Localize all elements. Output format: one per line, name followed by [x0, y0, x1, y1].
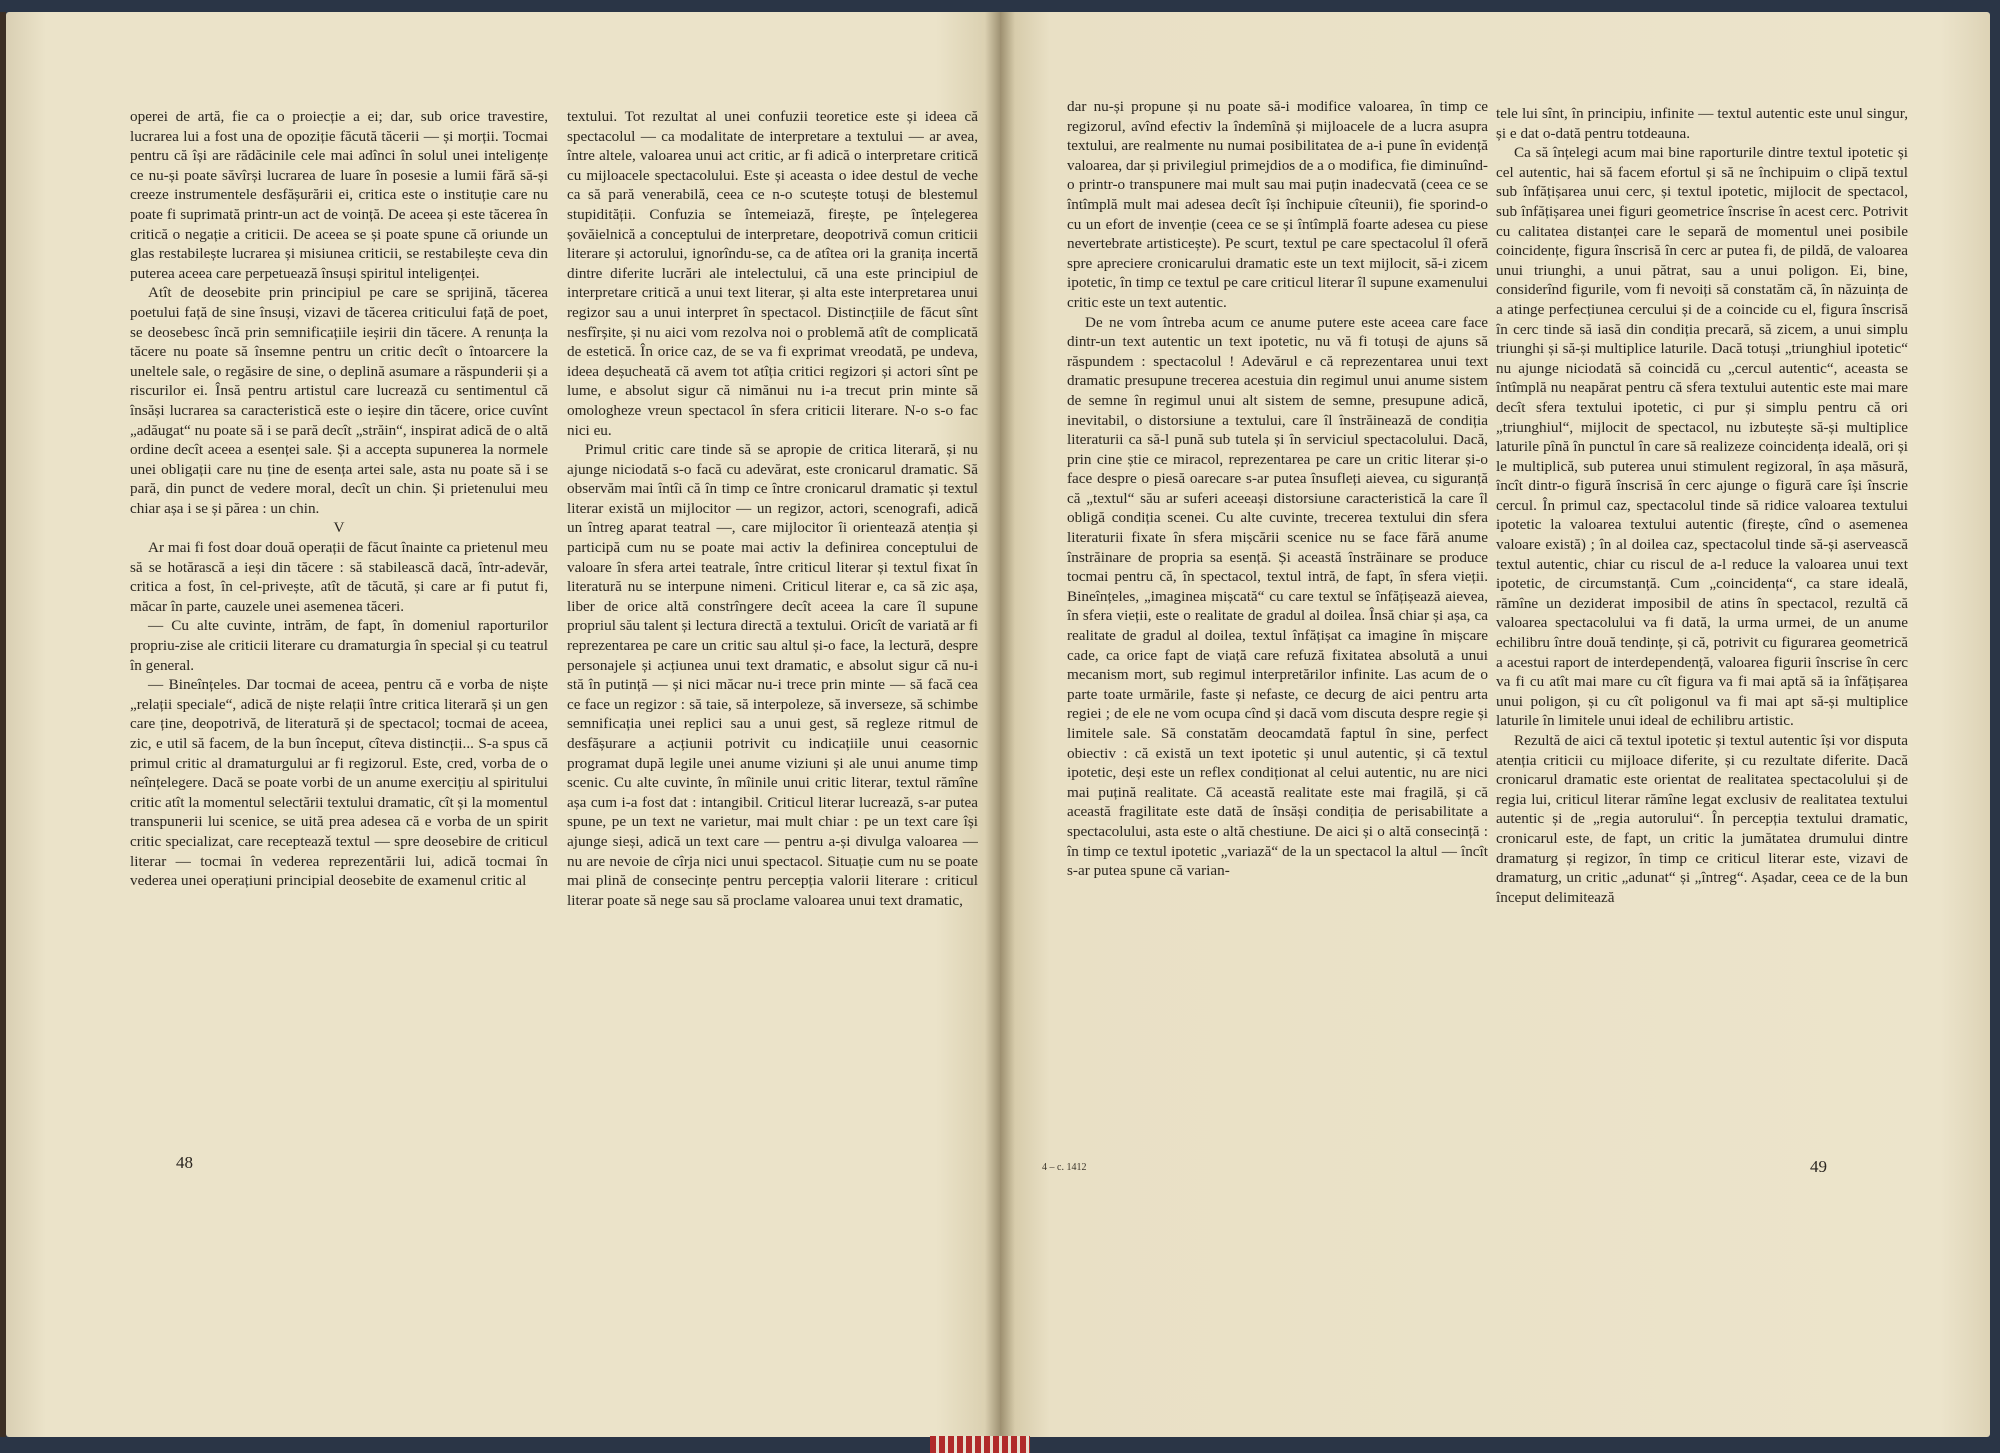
paragraph: Primul critic care tinde să se apropie de critica literară, și nu ajunge niciodată s-o facă cu adevărat, este cronicarul dramatic. Să observăm mai întîi că în timp ce între cronicarul dramatic și textul literar există un mijlocitor — un regizor, actori, scenografi, adică un întreg aparat teatral —, care mijlocitor îi orientează atenția și participă cum nu se poate mai activ la definirea conceptului de valoare în sfera artei teatrale, între criticul literar și textul fixat în literatură nu se interpune nimeni. Criticul literar e, ca să zic așa, liber de orice altă constrîngere decît aceea la care îl supune propriul său talent și lectura directă a textului. Oricît de variată ar fi reprezentarea pe care un critic sau altul și-o face, la lectură, despre personajele și acțiunea unui text dramatic, e absolut sigur că nu-i stă în putință — și nici măcar nu-i trece prin minte — să facă cea ce face un regizor : să taie, să interpoleze, să inverseze, să schimbe semnificația unei replici sau a unui gest, să regleze ritmul de desfășurare a acțiunii potrivit cu indicațiile unui ceasornic programat după legile unei anume viziuni și ale unui anume timp scenic. Cu alte cuvinte, în mîinile unui critic literar, textul rămîne așa cum i-a fost dat : intangibil. Criticul literar lucrează, s-ar putea spune, pe un text ne varietur, mai mult chiar : pe un text care își ajunge sieși, adică un text care — pentru a-și divulga valoarea — nu are nevoie de cîrja nici unui spectacol. Situație cum nu se poate mai plină de consecințe pentru percepția valorii literare : criticul literar poate să nege sau să proclame valoarea unui text dramatic,: [567, 441, 978, 909]
left-column-1: [130, 107, 548, 1127]
right-column-2: [1496, 104, 1908, 1124]
paragraph: — Cu alte cuvinte, intrăm, de fapt, în domeniul raporturilor propriu-zise ale criticii literare cu dramaturgia în special și cu teatrul în general.: [130, 617, 548, 674]
paragraph: — Bineînțeles. Dar tocmai de aceea, pentru că e vorba de niște „relații speciale“, adică de niște relații între critica literară și un gen care ține, deopotrivă, de literatură și de spectacol; tocmai de aceea, zic, e util să facem, de la bun început, cîteva distincții... S-a spus că primul critic al dramaturgului ar fi regizorul. Este, cred, vorba de o neînțelegere. Dacă se poate vorbi de un anume exercițiu al spiritului critic atît la momentul selectării textului dramatic, cît și la momentul transpunerii lui scenice, se uită prea adesea că e vorba de un spirit critic specializat, care recepteazǎ textul — spre deosebire de criticul literar — tocmai în vederea reprezentării lui, adică tocmai în vederea unei operațiuni principial deosebite de examenul critic al: [130, 676, 548, 890]
book-gutter: [985, 12, 1015, 1437]
page-number: 49: [1810, 1157, 1827, 1176]
left-column-2: [567, 107, 978, 1127]
printer-signature: 4 – c. 1412: [1042, 1162, 1087, 1173]
paragraph: tele lui sînt, în principiu, infinite — textul autentic este unul singur, și e dat o-dată pentru totdeauna.: [1496, 105, 1908, 142]
section-heading: V: [333, 519, 345, 537]
right-column-1: [1067, 97, 1488, 1117]
paragraph: textului. Tot rezultat al unei confuzii teoretice este și ideea că spectacolul — ca modalitate de interpretare a textului — ar avea, între altele, valoarea unui act critic, ar fi adică o interpretare critică cu mijloacele spectacolului. Este și aceasta o idee destul de veche ca să pară venerabilă, ceea ce n-o scutește totuși de blestemul stupidității. Confuzia se întemeiază, firește, pe înțelegerea șovăielnică a conceptului de interpretare, deopotrivă comun criticii literare și actorului, ignorîndu-se, ca de atîtea ori la granița incertă dintre diferite lucrări ale intelectului, că una este principiul de interpretare critică a unui text literar, și alta este interpretarea unui regizor sau a unui interpret în spectacol. Distincțiile de făcut sînt nesfîrșite, și nu aici vom rezolva noi o problemă atît de complicată de estetică. În orice caz, de se va fi exprimat vreodată, pe undeva, ideea deșucheată că avem tot atîția critici regizori și actori sînt pe lume, e absolut sigur că nimănui nu i-a trecut prin minte să omologheze vreun spectacol în sfera criticii literare. N-o s-o fac nici eu.: [567, 108, 978, 439]
paragraph: Rezultă de aici că textul ipotetic și textul autentic își vor disputa atenția criticii cu mijloace diferite, și cu rezultate diferite. Dacă cronicarul dramatic este orientat de realitatea spectacolului și de regia lui, criticul literar rămîne legat exclusiv de realitatea textului autentic și de „regia autorului“. În percepția textului dramatic, cronicarul este, de fapt, un critic la jumătatea drumului dintre dramaturg și regizor, în timp ce criticul literar este, vizavi de dramaturg, un critic „adunat“ și „întreg“. Așadar, ceea ce de la bun început delimitează: [1496, 732, 1908, 906]
paragraph: Atît de deosebite prin principiul pe care se sprijină, tăcerea poetului față de sine însuși, vizavi de tăcerea criticului față de poet, se deosebesc încă prin semnificațiile ieșirii din tăcere. A renunța la tăcere nu poate să însemne pentru un critic decît o întoarcere la uneltele sale, o regăsire de sine, o deplină asumare a răspunderii și a riscurilor ei. Însă pentru artistul care lucrează cu sentimentul că însăși lucrarea sa caracteristică este o ieșire din tăcere, orice cuvînt „adăugat“ nu poate să i se pară decît „străin“, inspirat adică de o altă ordine decît aceea a esenței sale. Și a accepta supunerea la normele unei obligații care nu ține de esența artei sale, asta nu poate să i se pară, din punct de vedere moral, decît un chin. Și prietenului meu chiar așa i se și părea : un chin.: [130, 284, 548, 517]
paragraph: dar nu-și propune și nu poate să-i modifice valoarea, în timp ce regizorul, avînd efectiv la îndemînă și mijloacele de a lucra asupra textului, are realmente nu numai posibilitatea de a-i pune în evidență valoarea, dar și privilegiul primejdios de a o modifica, fie diminuînd-o printr-o transpunere mai mult sau mai puțin inadecvată (ceea ce se întîmplă mult mai adesea decît își închipuie cîteunii), fie sporind-o cu un efort de invenție (ceea ce se și întîmplă foarte adesea cu piese nevertebrate artisticește). Pe scurt, textul pe care spectacolul îl oferă spre apreciere cronicarului dramatic este un text mijlocit, să-i zicem ipotetic, în timp ce textul pe care criticul literar îl supune examenului critic este un text autentic.: [1067, 98, 1488, 311]
left-page: [6, 12, 1000, 1437]
right-page: [1000, 12, 1990, 1437]
paragraph: Ca să înțelegi acum mai bine raporturile dintre textul ipotetic și cel autentic, hai să facem efortul și să ne închipuim o clipă textul sub înfățișarea unui cerc, și textul ipotetic, mijlocit de spectacol, sub înfățișarea unei figuri geometrice înscrise în acest cerc. Potrivit cu calitatea distanței care le separă de momentul unei posibile coincidențe, figura înscrisă în cerc ar putea fi, de pildă, de valoarea unui triunghi, a unui pătrat, sau a unui poligon. Ei, bine, considerînd figurile, vom fi nevoiți să constatăm că, în năzuința de a atinge perfecțiunea cercului și de a coincide cu el, figura înscrisă în cerc tinde să iasă din condiția precară, să zicem, a unui simplu triunghi și să-și multiplice laturile. Dacă totuși „triunghiul ipotetic“ nu ajunge niciodată să coincidă cu „cercul autentic“, aceasta se întîmplă nu neapărat pentru că sfera textului autentic este mai mare decît sfera textului ipotetic, ci pur și simplu pentru că ori „triunghiul“, mijlocit de spectacol, nu izbutește să-și multiplice laturile pînă în punctul în care să realizeze coincidența ideală, ori și le multiplică, sub puterea unui stimulent regizoral, în așa măsură, încît dintr-o figură înscrisă în cerc ajunge o figură care își înscrie cercul. În primul caz, spectacolul tinde să ridice valoarea textului ipotetic la valoarea textului autentic (firește, cînd o asemenea valoare există) ; în al doilea caz, spectacolul tinde să-și aservească textul autentic, chiar cu riscul de a-l reduce la valoarea unui text ipotetic, de circumstanță. Cum „coincidența“, ca stare ideală, rămîne un deziderat imposibil de atins în spectacol, rezultă că valoarea spectacolului va fi dată, la urma urmei, de un anume echilibru între două tendințe, și că, potrivit cu figurarea geometrică a acestui raport de interdependență, valoarea figurii înscrise în cerc va fi cu atît mai mare cu cît figura va fi mai aptă să ia înfățișarea unui poligon, și cu cît poligonul va fi mai apt să-și multiplice laturile în limitele unui ideal de echilibru artistic.: [1496, 144, 1908, 730]
bookmark-ribbon: [930, 1436, 1030, 1453]
paragraph: operei de artă, fie ca o proiecție a ei; dar, sub orice travestire, lucrarea lui a fost una de opoziție făcută tăcerii — și morții. Tocmai pentru că își are rădăcinile cele mai adînci în solul unei inteligențe ce nu-și poate săvîrși lucrarea de luare în posesie a lumii fără să-și creeze instrumentele desfășurării ei, critica este o instituție care nu poate fi suprimată printr-un act de voință. De aceea și este tăcerea în critică o negație a criticii. De aceea se și poate spune că oriunde un glas restabilește lucrarea și misiunea criticii, se restabilește ceva din puterea aceea care perpetuează însuși spiritul inteligenței.: [130, 108, 548, 282]
page-number: 48: [176, 1153, 193, 1172]
paragraph: Ar mai fi fost doar două operații de făcut înainte ca prietenul meu să se hotărască a ieși din tăcere : să stabilească dacă, într-adevăr, critica a fost, în cel-privește, atît de tăcută, și care ar fi putut fi, măcar în parte, cauzele unei asemenea tăceri.: [130, 539, 548, 615]
paragraph: De ne vom întreba acum ce anume putere este aceea care face dintr-un text autentic un text ipotetic, nu vă fi totuși de ajuns să răspundem : spectacolul ! Adevărul e că reprezentarea unui text dramatic presupune trecerea acestuia din regimul unui anume sistem de semne în regimul unui alt sistem de semne, presupune adică, inevitabil, o distorsiune a textului, care îl înstrăinează de condiția literaturii ca să-l pună sub tutela și în serviciul spectacolului. Dacă, prin cine știe ce miracol, reprezentarea pe care un critic literar și-o face despre o piesă oarecare s-ar putea însufleți aievea, cu siguranță că „textul“ său ar suferi aceeași distorsiune caracteristică la care îl obligă condiția scenei. Cu alte cuvinte, trecerea textului din sfera literaturii fixate în sfera mișcării scenice nu se face fără anume înstrăinare de propria sa esență. Și această înstrăinare se produce tocmai pentru că, în spectacol, textul intră, de fapt, în sfera vieții. Bineînțeles, „imaginea mișcată“ cu care textul se înfățișează aievea, în sfera vieții, este o realitate de gradul al doilea. Însă chiar și așa, ca realitate de gradul al doilea, textul înfățișat ca imagine în mișcare cade, ca orice fapt de viață care refuză fixitatea absolută a unui mecanism mort, sub regimul interpretărilor infinite. Las acum de o parte toate urmările, faste și nefaste, ce decurg de aici pentru arta regiei ; de ele ne vom ocupa cînd și dacă vom discuta despre regie și limitele sale. Să constatăm deocamdată faptul în sine, perfect obiectiv : că există un text ipotetic și unul autentic, și că textul ipotetic, deși este un reflex condiționat al celui autentic, nu are nici mai puțină realitate. Că această realitate este mai fragilă, și că această fragilitate este dată de însăși condiția de perisabilitate a spectacolului, asta este o altă chestiune. De aici și o altă consecință : în timp ce textul ipotetic „variază“ de la un spectacol la altul — încît s-ar putea spune că varian-: [1067, 313, 1488, 880]
